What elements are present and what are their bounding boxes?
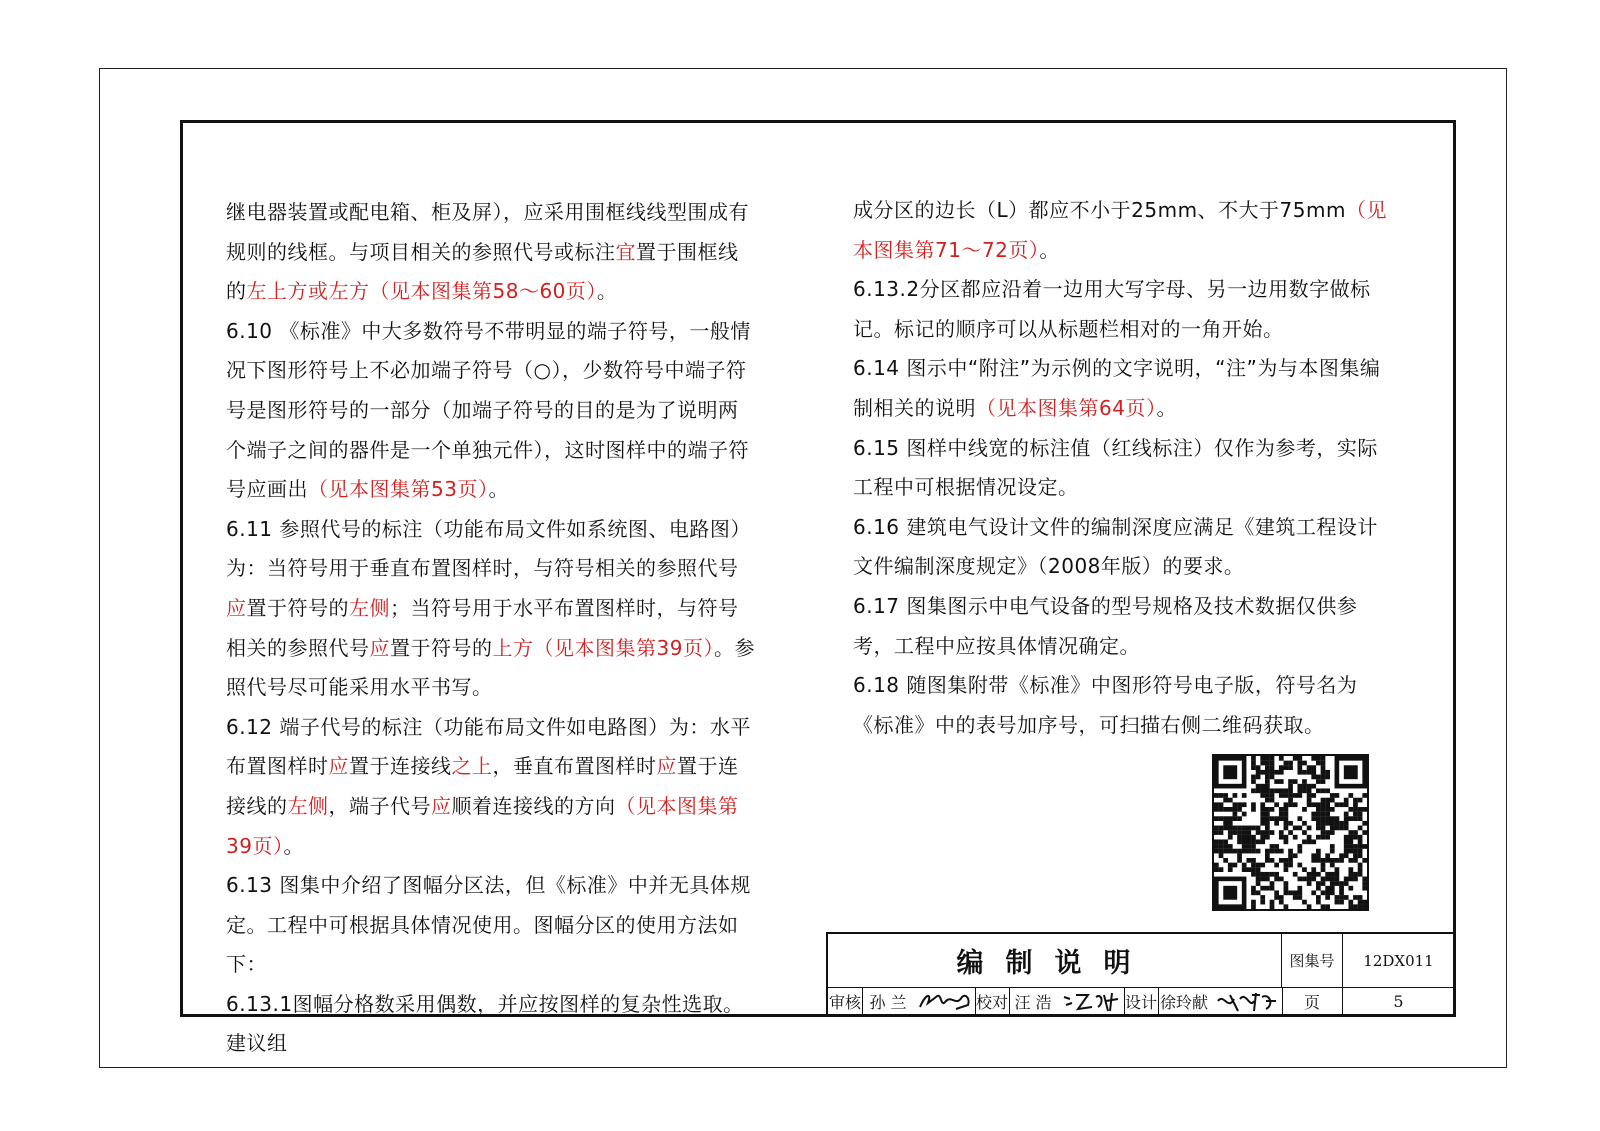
body-text: 置于符号的 — [390, 635, 493, 660]
paragraph — [226, 866, 756, 985]
body-text: 6.12 端子代号的标注（功能布局文件如电路图）为：水平布置图样时 — [226, 714, 751, 779]
body-text: 置于围框线的 — [226, 239, 739, 304]
body-text: 6.18 随图集附带《标准》中图形符号电子版，符号名为《标准》中的表号加序号，可扫描右侧二维码获取。 — [853, 673, 1358, 737]
reviewer-signature — [916, 989, 974, 1015]
right-column — [853, 191, 1388, 745]
body-text: 。 — [1039, 237, 1060, 262]
body-text: 。 — [596, 279, 618, 304]
paragraph — [853, 349, 1388, 428]
atlas-no: 12DX011 — [1363, 951, 1434, 970]
atlas-no-label: 图集号 — [1289, 952, 1335, 970]
design-label: 设计 — [1124, 992, 1157, 1012]
checker-name: 汪 浩 — [1014, 992, 1052, 1012]
reference-text: （见本图集第53页） — [308, 477, 489, 502]
paragraph — [853, 429, 1388, 508]
paragraph — [853, 508, 1388, 587]
body-text: 。 — [283, 833, 304, 858]
paragraph — [226, 708, 756, 866]
reference-text: 之上 — [451, 754, 493, 779]
reference-text: 应 — [431, 793, 452, 818]
body-text: 。 — [1156, 395, 1177, 420]
body-text: 6.10 《标准》中大多数符号不带明显的端子符号，一般情况下图形符号上不必加端子符号（○），少数符号中端子符号是图形符号的一部分（加端子符号的目的是为了说明两个端子之间的器件是一个单独元件），这时图样中的端子符号应画出 — [226, 318, 751, 502]
body-text: 6.11 参照代号的标注（功能布局文件如系统图、电路图）为：当符号用于垂直布置图样时，与符号相关的参照代号 — [226, 516, 751, 581]
reference-text: 应 — [656, 754, 677, 779]
body-text: 6.13.2分区都应沿着一边用大写字母、另一边用数字做标记。标记的顺序可以从标题栏相对的一角开始。 — [853, 277, 1371, 341]
body-text: 继电器装置或配电箱、柜及屏），应采用围框线线型围成有规则的线框。与项目相关的参照代号或标注 — [226, 200, 749, 264]
body-text: 置于符号的 — [246, 595, 349, 620]
checker-signature — [1060, 989, 1122, 1015]
paragraph — [853, 191, 1388, 270]
reference-text: （见本图集第71～72页） — [853, 198, 1387, 262]
paragraph — [226, 312, 756, 510]
title-block — [826, 932, 1453, 1014]
reference-text: 应 — [369, 635, 390, 660]
reference-text: 左上方或左方（见本图集第58～60页） — [246, 279, 597, 304]
reference-text: 左侧 — [349, 595, 390, 620]
body-text: 。 — [488, 477, 509, 502]
body-text: 6.16 建筑电气设计文件的编制深度应满足《建筑工程设计文件编制深度规定》（2008年版）的要求。 — [853, 514, 1378, 579]
body-text: 置于连接线 — [349, 754, 452, 779]
reference-text: 上方（见本图集第39页） — [492, 635, 714, 660]
page-label: 页 — [1303, 992, 1320, 1012]
reference-text: 应 — [226, 595, 247, 620]
body-text: 顺着连接线的方向 — [451, 793, 616, 818]
body-text: 。参照代号尽可能采用水平书写。 — [226, 635, 755, 700]
drawing-title: 编制说明 — [828, 934, 1282, 987]
body-text: ，端子代号 — [328, 793, 431, 818]
paragraph — [226, 985, 756, 1064]
check-label: 校对 — [975, 992, 1008, 1012]
paragraph — [853, 270, 1388, 349]
paragraph — [226, 510, 756, 708]
body-text: 6.13.1图幅分格数采用偶数，并应按图样的复杂性选取。建议组 — [226, 991, 744, 1056]
body-text: ，垂直布置图样时 — [492, 754, 657, 779]
body-text: ；当符号用于水平布置图样时，与符号相关的参照代号 — [226, 595, 739, 660]
reference-text: 左侧 — [287, 793, 329, 818]
designer-name: 徐玲献 — [1159, 992, 1208, 1012]
paragraph — [226, 193, 756, 312]
body-text: 成分区的边长（L）都应不小于25mm、不大于75mm — [853, 198, 1346, 222]
review-label: 审核 — [828, 992, 861, 1012]
page-number: 5 — [1393, 991, 1404, 1011]
designer-signature — [1214, 989, 1278, 1015]
reviewer-name: 孙 兰 — [869, 992, 907, 1012]
body-text: 6.15 图样中线宽的标注值（红线标注）仅作为参考，实际工程中可根据情况设定。 — [853, 435, 1378, 500]
reference-text: （见本图集第39页） — [226, 793, 739, 858]
body-text: 6.14 图示中“附注”为示例的文字说明，“注”为与本图集编制相关的说明 — [853, 356, 1381, 420]
left-column — [226, 193, 756, 1064]
paragraph — [853, 666, 1388, 745]
paragraph — [853, 587, 1388, 666]
qr-code-icon — [1212, 754, 1369, 911]
reference-text: （见本图集第64页） — [976, 395, 1157, 420]
body-text: 6.17 图集图示中电气设备的型号规格及技术数据仅供参考，工程中应按具体情况确定。 — [853, 593, 1358, 658]
reference-text: 应 — [328, 754, 349, 779]
body-text: 置于连接线的 — [226, 754, 739, 818]
reference-text: 宜 — [615, 239, 636, 264]
body-text: 6.13 图集中介绍了图幅分区法，但《标准》中并无具体规定。工程中可根据具体情况使用。图幅分区的使用方法如下： — [226, 873, 751, 977]
